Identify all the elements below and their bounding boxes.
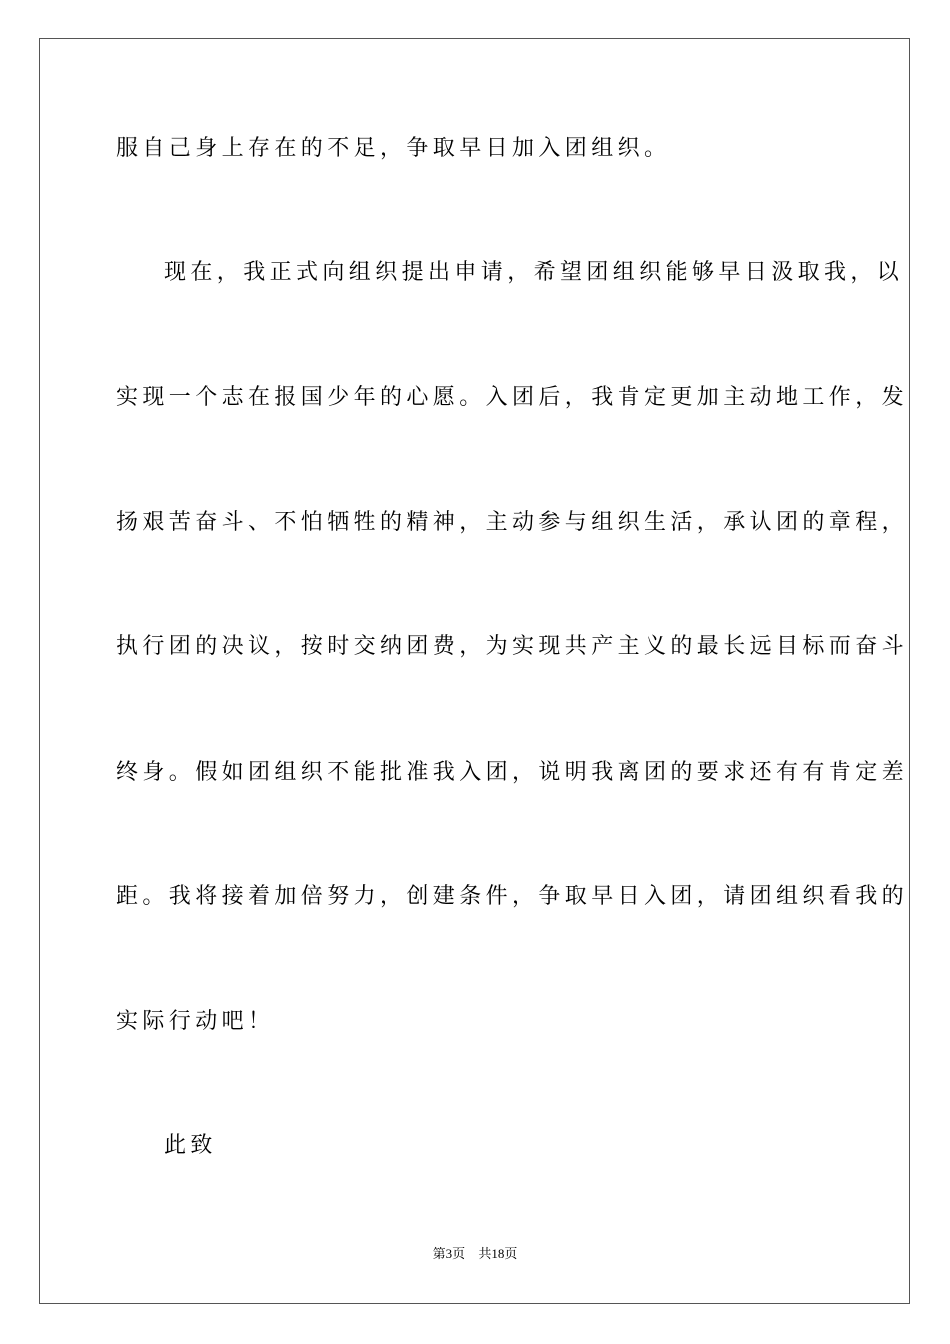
body-line-2: 现在，我正式向组织提出申请，希望团组织能够早日汲取我，以 <box>164 260 904 285</box>
page-footer <box>0 1245 950 1263</box>
body-line-5: 执行团的决议，按时交纳团费，为实现共产主义的最长远目标而奋斗 <box>116 634 909 659</box>
body-line-7: 距。我将接着加倍努力，创建条件，争取早日入团，请团组织看我的 <box>116 884 909 909</box>
body-line-3: 实现一个志在报国少年的心愿。入团后，我肯定更加主动地工作，发 <box>116 385 909 410</box>
page-total: 共18页 <box>478 1246 518 1261</box>
body-line-4: 扬艰苦奋斗、不怕牺牲的精神，主动参与组织生活，承认团的章程， <box>116 510 909 535</box>
page-number: 第3页 <box>432 1246 466 1261</box>
body-line-6: 终身。假如团组织不能批准我入团，说明我离团的要求还有有肯定差 <box>116 760 909 785</box>
closing-salutation: 此致 <box>164 1133 217 1158</box>
body-line-8: 实际行动吧！ <box>116 1009 275 1034</box>
page-border <box>39 38 910 1304</box>
body-line-1: 服自己身上存在的不足，争取早日加入团组织。 <box>116 136 671 161</box>
